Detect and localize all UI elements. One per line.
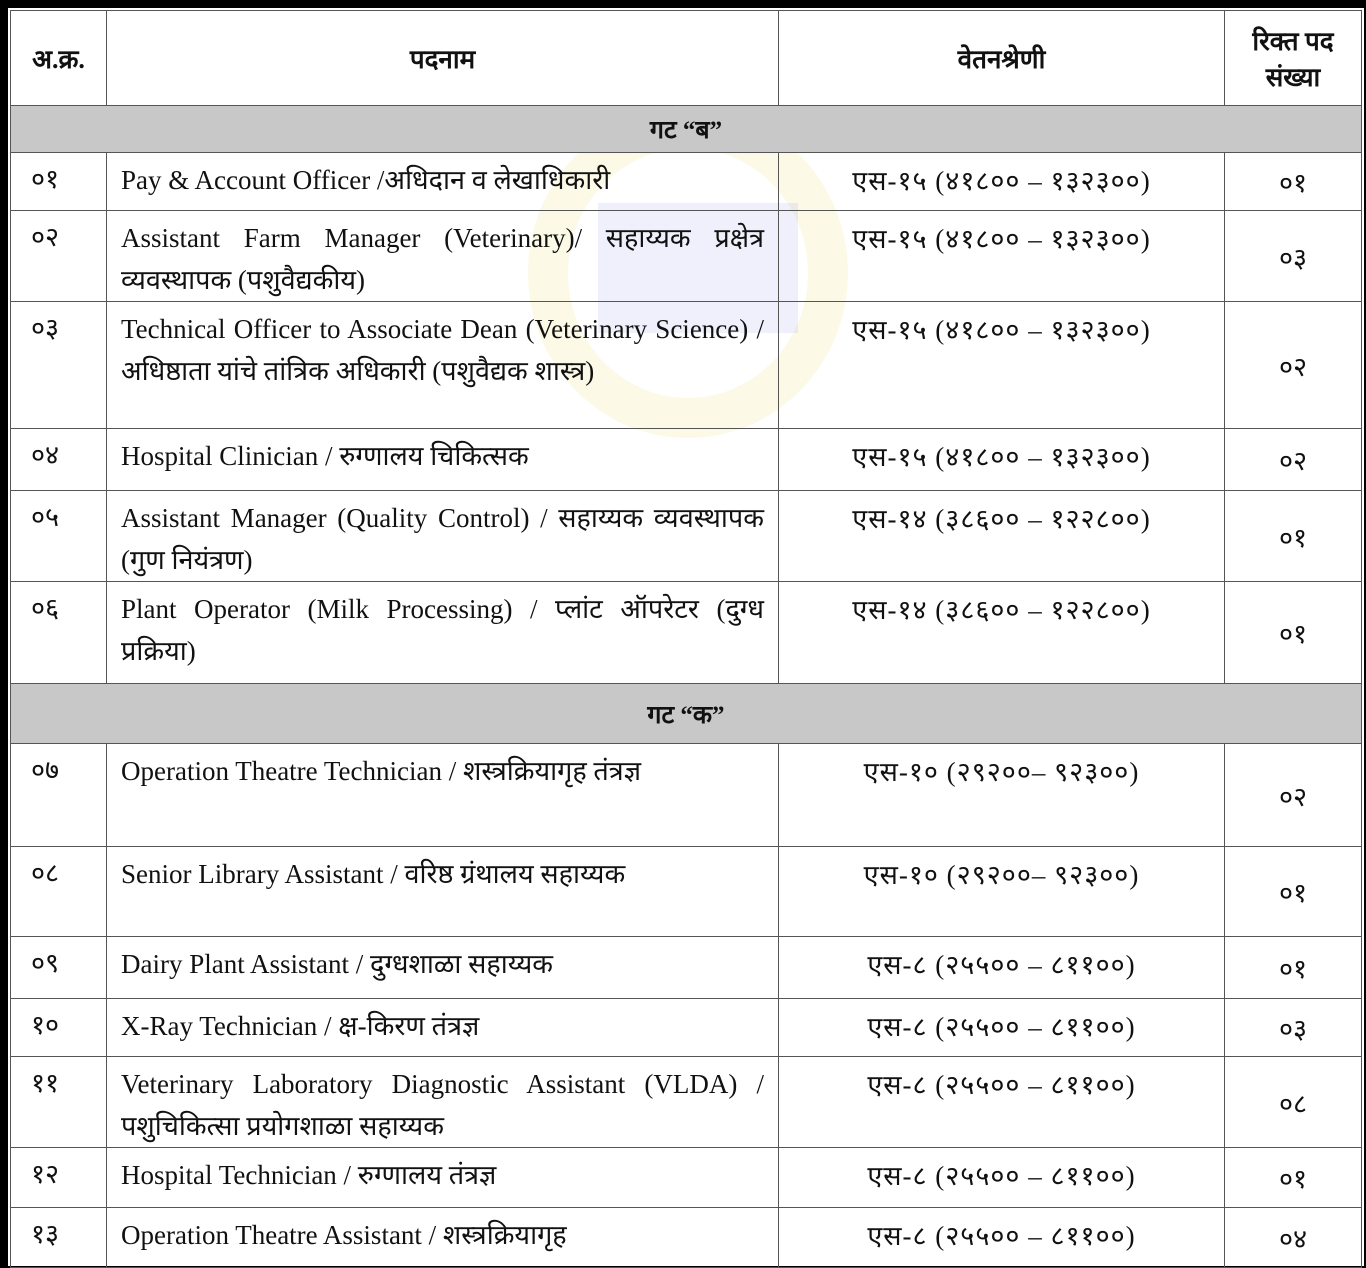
table-row (11, 211, 1362, 302)
pay-scale: एस-१५ (४१८०० – १३२३००) (779, 302, 1225, 429)
vacancy-count: ०१ (1225, 582, 1362, 684)
pay-scale: एस-१५ (४१८०० – १३२३००) (779, 211, 1225, 302)
pay-scale: एस-१४ (३८६०० – १२२८००) (779, 491, 1225, 582)
pay-scale: एस-८ (२५५०० – ८११००) (779, 1057, 1225, 1148)
table-row (11, 429, 1362, 491)
table-row (11, 999, 1362, 1057)
pay-scale: एस-८ (२५५०० – ८११००) (779, 999, 1225, 1057)
post-name: Plant Operator (Milk Processing) / प्लांट ऑपरेटर (दुग्ध प्रक्रिया) (107, 582, 779, 684)
serial-number: ०५ (11, 491, 107, 582)
table-row (11, 1208, 1362, 1268)
header-sr: अ.क्र. (11, 11, 107, 106)
group-title: गट “ब” (11, 106, 1362, 153)
header-pay: वेतनश्रेणी (779, 11, 1225, 106)
serial-number: १० (11, 999, 107, 1057)
vacancy-count: ०१ (1225, 847, 1362, 937)
table-row (11, 302, 1362, 429)
serial-number: ०१ (11, 153, 107, 211)
serial-number: ०६ (11, 582, 107, 684)
vacancy-count: ०४ (1225, 1208, 1362, 1268)
table-row (11, 744, 1362, 847)
post-name: Hospital Technician / रुग्णालय तंत्रज्ञ (107, 1148, 779, 1208)
group-header-row (11, 684, 1362, 744)
document-page (8, 8, 1364, 1266)
vacancy-count: ०३ (1225, 211, 1362, 302)
header-vacancy (1225, 11, 1362, 106)
post-name: Technical Officer to Associate Dean (Veterinary Science) / अधिष्ठाता यांचे तांत्रिक अधिकारी (पशुवैद्यक शास्त्र) (107, 302, 779, 429)
pay-scale: एस-१० (२९२००– ९२३००) (779, 847, 1225, 937)
vacancy-count: ०१ (1225, 1148, 1362, 1208)
table-row (11, 491, 1362, 582)
vacancy-count: ०२ (1225, 429, 1362, 491)
table-row (11, 847, 1362, 937)
header-vacancy-line1: रिक्त पद (1252, 27, 1334, 56)
pay-scale: एस-१४ (३८६०० – १२२८००) (779, 582, 1225, 684)
post-name: Hospital Clinician / रुग्णालय चिकित्सक (107, 429, 779, 491)
vacancy-count: ०८ (1225, 1057, 1362, 1148)
pay-scale: एस-८ (२५५०० – ८११००) (779, 937, 1225, 999)
post-name: Senior Library Assistant / वरिष्ठ ग्रंथालय सहाय्यक (107, 847, 779, 937)
post-name: X-Ray Technician / क्ष-किरण तंत्रज्ञ (107, 999, 779, 1057)
table-row (11, 1148, 1362, 1208)
pay-scale: एस-८ (२५५०० – ८११००) (779, 1148, 1225, 1208)
group-title: गट “क” (11, 684, 1362, 744)
post-name: Assistant Manager (Quality Control) / सहाय्यक व्यवस्थापक (गुण नियंत्रण) (107, 491, 779, 582)
serial-number: १२ (11, 1148, 107, 1208)
serial-number: ०८ (11, 847, 107, 937)
post-name: Veterinary Laboratory Diagnostic Assistant (VLDA) / पशुचिकित्सा प्रयोगशाळा सहाय्यक (107, 1057, 779, 1148)
pay-scale: एस-१० (२९२००– ९२३००) (779, 744, 1225, 847)
vacancy-count: ०१ (1225, 491, 1362, 582)
post-name: Dairy Plant Assistant / दुग्धशाळा सहाय्यक (107, 937, 779, 999)
vacancy-count: ०१ (1225, 937, 1362, 999)
vacancy-count: ०२ (1225, 744, 1362, 847)
serial-number: ०२ (11, 211, 107, 302)
table-row (11, 582, 1362, 684)
pay-scale: एस-८ (२५५०० – ८११००) (779, 1208, 1225, 1268)
header-vacancy-line2: संख्या (1265, 63, 1321, 92)
pay-scale: एस-१५ (४१८०० – १३२३००) (779, 153, 1225, 211)
serial-number: ११ (11, 1057, 107, 1148)
post-name: Operation Theatre Technician / शस्त्रक्रियागृह तंत्रज्ञ (107, 744, 779, 847)
post-name: Operation Theatre Assistant / शस्त्रक्रियागृह (107, 1208, 779, 1268)
vacancy-count: ०१ (1225, 153, 1362, 211)
table-row (11, 937, 1362, 999)
vacancy-count: ०३ (1225, 999, 1362, 1057)
header-post: पदनाम (107, 11, 779, 106)
group-header-row (11, 106, 1362, 153)
vacancy-table (10, 10, 1362, 1268)
table-row (11, 153, 1362, 211)
serial-number: ०३ (11, 302, 107, 429)
header-row (11, 11, 1362, 106)
pay-scale: एस-१५ (४१८०० – १३२३००) (779, 429, 1225, 491)
post-name: Assistant Farm Manager (Veterinary)/ सहाय्यक प्रक्षेत्र व्यवस्थापक (पशुवैद्यकीय) (107, 211, 779, 302)
post-name: Pay & Account Officer /अधिदान व लेखाधिकारी (107, 153, 779, 211)
serial-number: ०७ (11, 744, 107, 847)
serial-number: १३ (11, 1208, 107, 1268)
serial-number: ०९ (11, 937, 107, 999)
table-row (11, 1057, 1362, 1148)
vacancy-count: ०२ (1225, 302, 1362, 429)
serial-number: ०४ (11, 429, 107, 491)
